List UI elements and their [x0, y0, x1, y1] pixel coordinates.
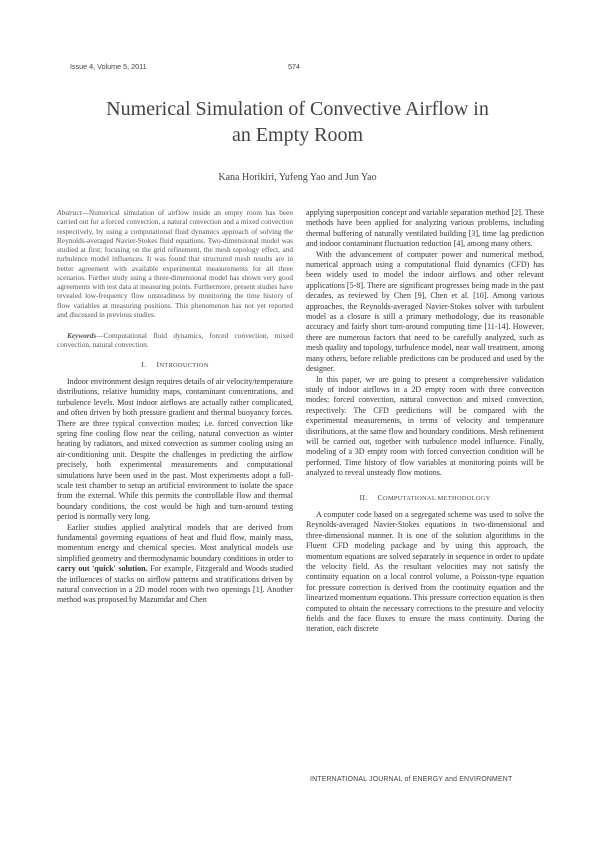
- methodology-paragraph: A computer code based on a segregated scheme was used to solve the Reynolds-averaged Navier-Stokes equations in two-dimensional and three-dimensional manner. It is one of the solution algorithms in the Fluent CFD modeling package and by using this approach, the momentum equations are solved separately in sequence in order to update the velocity field. As the resultant velocities may not satisfy the continuity equation on a local control volume, a Poisson-type equation for pressure correction is derived from the continuity equation and the linearized momentum equations. This pressure correction equation is then computed to obtain the necessary corrections to the pressure and velocity fields and the face fluxes to ensure the mass continuity. During the iteration, each discrete: [306, 509, 544, 634]
- abstract-text: —Numerical simulation of airflow inside an empty room has been carried out for a forced convection, a natural convection and a mixed convection respectively, by using a computational fluid dynamics approach of solving the Reynolds-averaged Navier-Stokes fluid equations. Two-dimensional model was studied at first; focusing on the grid refinement, the mesh topology effect, and turbulence model influences. It was found that structured mesh results are in better agreement with available experimental measurements for all three scenarios. Further study using a three-dimensional model has shown very good agreements with test data at measuring points. Furthermore, present studies have revealed low-frequency flow unsteadiness by monitoring the time history of flow variables at measuring positions. This phenomenon has not yet reported and discussed in previous studies.: [57, 208, 293, 319]
- right-paragraph-cfd: With the advancement of computer power and numerical method, numerical approach using a computational fluid dynamics (CFD) has been widely used to model the indoor airflows and other relevant applications [5-8]. There are significant progresses being made in the past decades, as reviewed by Chen [9], Chen et al. [10]. Among various approaches, the Reynolds-averaged Navier-Stokes solver with turbulent model as a closure is still a primary methodology, due its reasonable accuracy and fairly short turn-around computing time [11-14]. However, there are numerous factors that need to be carefully analyzed, such as mesh quality and topology, turbulence model, near wall treatment, among many others, before reliable predictions can be produced and used by the designer.: [306, 249, 544, 374]
- section-title: COMPUTATIONAL METHODOLOGY: [377, 492, 491, 502]
- journal-footer: INTERNATIONAL JOURNAL of ENERGY and ENVIRONMENT: [310, 776, 513, 783]
- paper-title: [0, 96, 595, 148]
- title-line-2: an Empty Room: [231, 124, 364, 146]
- page-number: 574: [288, 62, 300, 71]
- intro-paragraph-1: Indoor environment design requires details of air velocity/temperature distributions, relative humidity maps, contaminant concentrations, and turbulence levels. Most indoor airflows are actually rather complicated, and often driven by both pressure gradient and thermal buoyancy forces. There are three typical convection modes; i.e. forced convection like spring fine cooling flow near the ceiling, natural convection as winter heating by radiators, and mixed convection as summer cooling using an air-conditioning unit. Despite the challenges in predicting the airflow precisely, both experimental measurements and computational simulations have been used in the past. Most experiments adopt a full-scale test chamber to setup an artificial environment to isolate the space from the external. While this permits the controllable flow and thermal boundary conditions, the cost would be high and turn-around testing period is normally very long.: [57, 376, 293, 522]
- section-title: INTRODUCTION: [156, 359, 209, 369]
- left-column: [57, 208, 293, 606]
- intro-paragraph-2-start: Earlier studies applied analytical models that are derived from fundamental governing equations of heat and fluid flow, mainly mass, momentum energy and chemical species. Most analytical models use simplified geometry and thermodynamic boundary conditions in order to: [57, 522, 293, 563]
- abstract: [57, 208, 293, 319]
- keywords: [57, 331, 293, 350]
- keywords-text: —Computational fluid dynamics, forced convection, mixed convection, natural convection.: [57, 331, 293, 350]
- section-number: I.: [141, 359, 147, 369]
- right-column: [306, 208, 544, 635]
- issue-header: Issue 4, Volume 5, 2011: [70, 62, 147, 71]
- section-heading-introduction: [57, 360, 293, 371]
- keywords-label: Keywords: [67, 331, 97, 340]
- intro-paragraph-2: [57, 523, 293, 606]
- section-heading-methodology: [306, 493, 544, 504]
- section-number: II.: [359, 492, 368, 502]
- right-paragraph-this-paper: In this paper, we are going to present a comprehensive validation study of indoor airflows in a 2D empty room with three convection modes; forced convection, natural convection and mixed convection, respectively. The CFD predictions will be compared with the experimental measurements, in terms of velocity and temperature distributions, at the same flow and boundary conditions. Mesh refinement will be carried out, together with turbulence model influence. Finally, modeling of a 3D empty room with forced convection condition will be performed. Time history of flow variables at monitoring points will be analyzed to reveal unsteady flow motions.: [306, 374, 544, 478]
- abstract-label: Abstract: [57, 208, 82, 217]
- intro-paragraph-2-emphasis: carry out 'quick' solution.: [57, 564, 148, 574]
- right-paragraph-continued: applying superposition concept and variable separation method [2]. These methods have been applied for analyzing various problems, including thermal buffering of naturally ventilated building [3], time lag prediction and indoor contaminant fluctuation reduction [4], among many others.: [306, 208, 544, 249]
- authors: Kana Horikiri, Yufeng Yao and Jun Yao: [218, 172, 377, 183]
- title-line-1: Numerical Simulation of Convective Airflow in: [106, 98, 489, 120]
- intro-paragraph-2-end: For example, Fitzgerald and Woods studied the influences of stacks on airflow patterns and stratifications driven by natural convection in a 2D model room with two openings [1]. Another method was proposed by Mazumdar and Chen: [57, 564, 293, 605]
